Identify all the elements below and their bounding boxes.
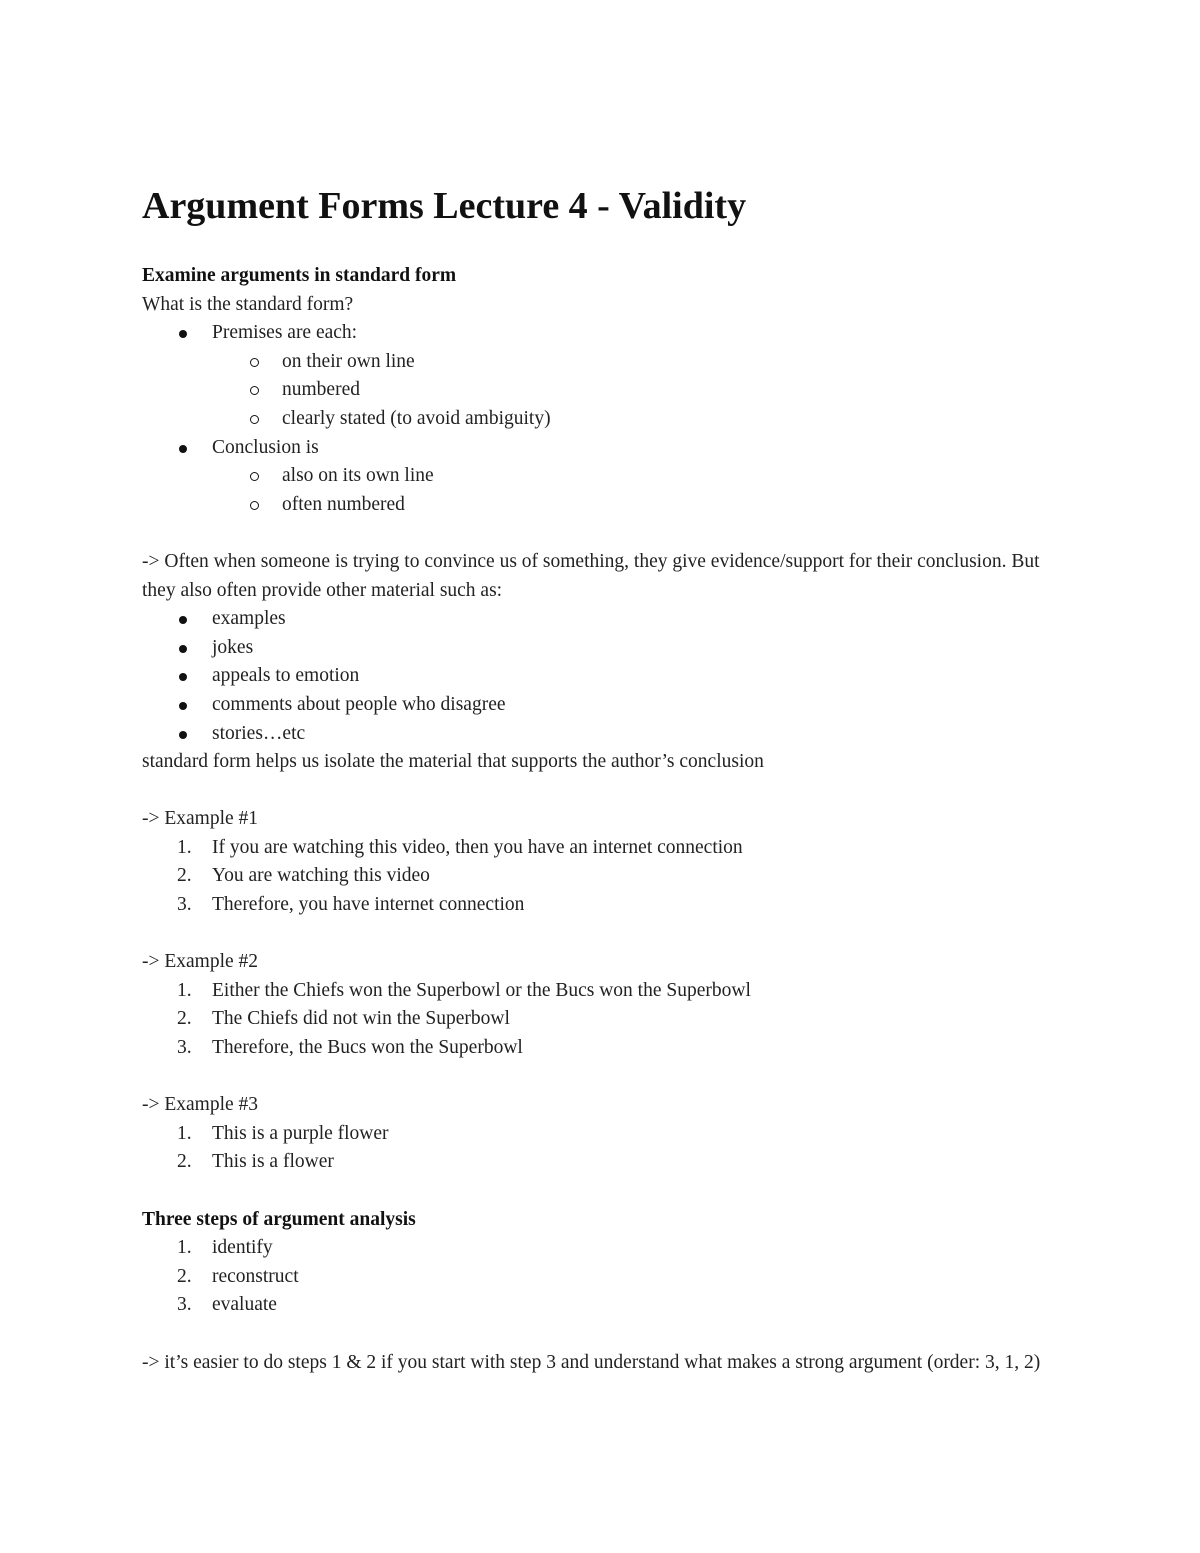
- standard-form-list: [142, 319, 1042, 519]
- item-number: 1.: [177, 1237, 192, 1259]
- list-item: examples: [142, 605, 1042, 634]
- item-text: reconstruct: [212, 1265, 299, 1287]
- section-heading-standard-form: Examine arguments in standard form: [142, 265, 457, 286]
- item-text: identify: [212, 1237, 273, 1259]
- list-item: comments about people who disagree: [142, 691, 1042, 720]
- list-item: stories…etc: [142, 720, 1042, 749]
- example-3-list: [142, 1120, 1042, 1177]
- numbered-item: [142, 1148, 1042, 1177]
- example-3-label: -> Example #3: [142, 1094, 259, 1116]
- document-page: [142, 180, 1042, 1377]
- example-1-label: -> Example #1: [142, 808, 259, 830]
- premises-bullet: [142, 319, 1042, 348]
- list-item: also on its own line: [142, 462, 1042, 491]
- example-2-label: -> Example #2: [142, 951, 259, 973]
- steps-order-note: -> it’s easier to do steps 1 & 2 if you start with step 3 and understand what makes a strong argument (order: 3, 1, 2): [142, 1351, 1041, 1373]
- numbered-item: [142, 1263, 1042, 1292]
- item-text: Therefore, the Bucs won the Superbowl: [212, 1037, 523, 1059]
- conclusion-label: Conclusion is: [212, 436, 319, 458]
- item-text: You are watching this video: [212, 865, 430, 887]
- item-text: This is a purple flower: [212, 1122, 389, 1144]
- item-number: 1.: [177, 836, 192, 858]
- item-number: 3.: [177, 1037, 192, 1059]
- numbered-item: [142, 1234, 1042, 1263]
- item-number: 3.: [177, 894, 192, 916]
- item-text: evaluate: [212, 1294, 277, 1316]
- item-number: 2.: [177, 1008, 192, 1030]
- item-text: Either the Chiefs won the Superbowl or the Bucs won the Superbowl: [212, 979, 751, 1001]
- item-text: Therefore, you have internet connection: [212, 894, 525, 916]
- example-1-list: [142, 834, 1042, 920]
- numbered-item: [142, 1034, 1042, 1063]
- item-text: This is a flower: [212, 1151, 334, 1173]
- numbered-item: [142, 1291, 1042, 1320]
- item-number: 1.: [177, 979, 192, 1001]
- list-item: jokes: [142, 634, 1042, 663]
- standard-form-question: What is the standard form?: [142, 293, 354, 315]
- example-2-list: [142, 977, 1042, 1063]
- item-number: 2.: [177, 1151, 192, 1173]
- item-number: 1.: [177, 1122, 192, 1144]
- list-item: on their own line: [142, 348, 1042, 377]
- item-number: 3.: [177, 1294, 192, 1316]
- numbered-item: [142, 1005, 1042, 1034]
- other-material-list: [142, 605, 1042, 748]
- page-title: Argument Forms Lecture 4 - Validity: [142, 185, 747, 227]
- list-item: appeals to emotion: [142, 662, 1042, 691]
- numbered-item: [142, 1120, 1042, 1149]
- list-item: numbered: [142, 376, 1042, 405]
- section-heading-three-steps: Three steps of argument analysis: [142, 1208, 416, 1230]
- item-number: 2.: [177, 865, 192, 887]
- item-text: The Chiefs did not win the Superbowl: [212, 1008, 510, 1030]
- numbered-item: [142, 977, 1042, 1006]
- steps-list: [142, 1234, 1042, 1320]
- item-number: 2.: [177, 1265, 192, 1287]
- standard-form-summary: standard form helps us isolate the material that supports the author’s conclusion: [142, 751, 764, 773]
- numbered-item: [142, 862, 1042, 891]
- conclusion-bullet: [142, 434, 1042, 463]
- other-material-intro: -> Often when someone is trying to convince us of something, they give evidence/support for their conclusion. But they also often provide other material such as:: [142, 550, 1040, 601]
- premises-label: Premises are each:: [212, 322, 358, 344]
- list-item: often numbered: [142, 491, 1042, 520]
- numbered-item: [142, 891, 1042, 920]
- item-text: If you are watching this video, then you have an internet connection: [212, 836, 743, 858]
- numbered-item: [142, 834, 1042, 863]
- list-item: clearly stated (to avoid ambiguity): [142, 405, 1042, 434]
